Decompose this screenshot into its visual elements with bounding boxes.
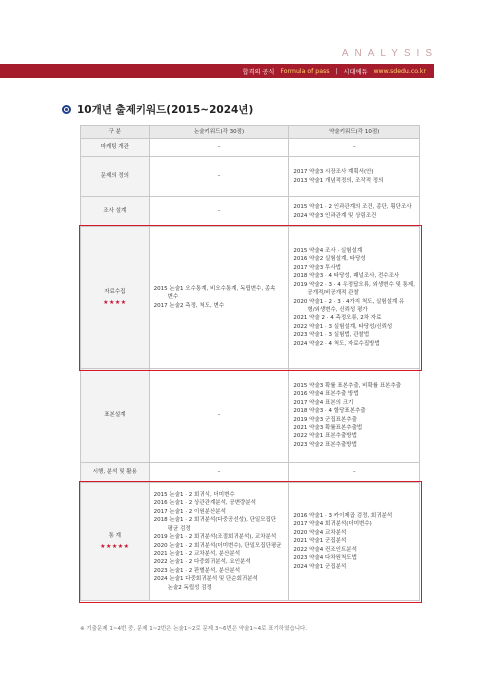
keyword-line: 2018 약술3 · 4 타당성, 패널조사, 전수조사: [293, 273, 400, 280]
empty-dash: –: [352, 469, 356, 476]
essay-keywords-cell: [149, 139, 289, 157]
keyword-line: 2019 약술3 군집표본추출: [293, 416, 357, 423]
essay-keywords-cell: [149, 227, 289, 369]
table-row: [81, 369, 420, 463]
keyword-line: 2024 논술1 다중회귀분석 및 단순회귀분석: [153, 576, 258, 583]
table-row: [81, 197, 420, 227]
category-label: 마케팅 개관: [100, 144, 129, 151]
empty-dash: –: [217, 469, 221, 476]
keyword-line: 2020 약술1 · 2 · 3 · 4가지 척도, 실험설계 유: [293, 298, 405, 305]
tagline-prefix: 합격의 공식: [242, 68, 275, 76]
keyword-line: 2017 약술4 표본의 크기: [293, 399, 354, 406]
category-cell: [81, 139, 150, 157]
table-row: [81, 463, 420, 483]
footnote: ※ 기출문제 1~4번 중, 문제 1~2번은 논술1~2로 문제 3~6번은 약술1~4로 표기하였습니다.: [80, 626, 308, 632]
short-keywords-cell: [289, 483, 420, 601]
keyword-line: 2022 약술1 · 3 실험설계, 타당성/신뢰성: [293, 323, 393, 330]
essay-keywords-cell: [149, 463, 289, 483]
short-keywords-cell: [289, 157, 420, 197]
empty-dash: –: [217, 412, 221, 419]
keyword-line: 2023 약술1 · 3 실험법, 관찰법: [293, 332, 370, 339]
keyword-line: 2023 논술1 · 2 판별분석, 분산분석: [153, 567, 241, 574]
keyword-line: 2022 논술1 · 2 다중회귀분석, 요인분석: [153, 559, 251, 566]
keyword-line: 2013 약술1 개념적정의, 조작적 정의: [293, 177, 384, 184]
keyword-line: 2021 약술1 군집분석: [293, 538, 347, 545]
keyword-line: 2024 약술1 군집분석: [293, 563, 347, 570]
keyword-line: 2019 논술1 · 2 회귀분석(조절회귀분석), 교차분석: [153, 534, 277, 541]
keyword-line: 2019 약술2 · 3 · 4 우정답오류, 외생변수 및 통제,: [293, 281, 415, 288]
keyword-table: [80, 125, 420, 601]
keyword-line: 2017 약술3 시장조사 계획서(안): [293, 169, 374, 176]
keyword-line: 2021 약술 2 · 4 측정오류, 2차 자료: [293, 315, 382, 322]
category-cell: [81, 369, 150, 463]
essay-keywords-cell: [149, 197, 289, 227]
keyword-line: 논술2 독립성 검정: [167, 584, 212, 591]
header-category: 구 분: [81, 126, 150, 139]
publisher-url[interactable]: www.sdedu.co.kr: [373, 67, 426, 75]
keyword-line: 2015 약술1 · 2 인과관계의 조건, 종단, 횡단조사: [293, 204, 412, 211]
header-analysis-word: ANALYSIS: [341, 48, 438, 59]
short-keywords-cell: [289, 463, 420, 483]
keyword-line: 2018 논술1 · 2 회귀분석(다중공선성), 단일모집단: [153, 517, 277, 524]
table-row: [81, 483, 420, 601]
keyword-line: 2016 약술1 · 3 카이제곱 검정, 회귀분석: [293, 513, 393, 520]
essay-keywords-cell: [149, 483, 289, 601]
table-row: [81, 227, 420, 369]
keyword-line: 2015 논술1 오수통계, 비오수통계, 독립변수, 종속: [153, 285, 276, 292]
publisher-prefix: 시대에듀: [343, 68, 368, 76]
header-essay: 논술키워드(각 30점): [149, 126, 289, 139]
keyword-line: 2021 약술3 확률표본추출법: [293, 424, 363, 431]
keyword-line: 2022 약술4 컨조인트분석: [293, 546, 357, 553]
keyword-line: 2017 논술1 · 2 이원분산분석: [153, 508, 226, 515]
category-cell: [81, 463, 150, 483]
keyword-line: 2018 약술3 · 4 할당표본추출: [293, 408, 366, 415]
short-keywords-cell: [289, 139, 420, 157]
keyword-line: 변수: [167, 294, 179, 301]
section-title-text: 10개년 출제키워드(2015~2024년): [77, 104, 254, 116]
header-short: 약술키워드(각 10점): [289, 126, 420, 139]
keyword-line: 2016 약술2 실험설계, 타당성: [293, 256, 366, 263]
keyword-line: 2022 약술1 표본추출방법: [293, 433, 357, 440]
tagline-highlight: Formula of pass: [280, 67, 330, 75]
keyword-line: 2016 논술1 · 2 상관관계분석, 공변량분석: [153, 500, 256, 507]
keyword-line: 2015 약술4 조사 · 실험설계: [293, 248, 363, 255]
table-header-row: [81, 126, 420, 139]
empty-dash: –: [217, 173, 221, 180]
keyword-line: 2017 논술2 측정, 척도, 변수: [153, 302, 225, 309]
keyword-line: 2015 논술1 · 2 회귀식, 더미변수: [153, 492, 235, 499]
header-separator: |: [335, 67, 338, 75]
short-keywords-cell: [289, 197, 420, 227]
category-cell: [81, 483, 150, 601]
category-label: 자료수집: [104, 289, 126, 296]
keyword-line: 2024 약술2 · 4 척도, 자료수집방법: [293, 340, 380, 347]
section-title: [62, 102, 253, 117]
short-keywords-cell: [289, 369, 420, 463]
importance-stars: ★★★★★: [100, 542, 130, 550]
empty-dash: –: [352, 144, 356, 151]
keyword-line: 2020 약술4 교차분석: [293, 529, 347, 536]
category-label: 표본설계: [104, 412, 126, 419]
keyword-line: 2021 논술1 · 2 교차분석, 분산분석: [153, 550, 241, 557]
keyword-line: 2023 약술4 다차원척도법: [293, 555, 357, 562]
empty-dash: –: [217, 144, 221, 151]
circle-bullet-icon: [62, 105, 71, 114]
keyword-line: 2015 약술3 확률 표본추출, 비확률 표본추출: [293, 382, 402, 389]
category-cell: [81, 197, 150, 227]
category-label: 시행, 분석 및 활용: [92, 469, 137, 476]
keyword-line: 2017 약술4 회귀분석(더미변수): [293, 521, 372, 528]
importance-stars: ★★★★: [103, 298, 127, 306]
category-label: 문제의 정의: [100, 173, 129, 180]
category-label: 통 계: [108, 533, 121, 540]
category-cell: [81, 157, 150, 197]
category-cell: [81, 227, 150, 369]
keyword-line: 평균 검정: [167, 525, 191, 532]
keyword-line: 형/외생변수, 신뢰성 평가: [307, 306, 368, 313]
keyword-line: 2016 약술4 표본추출 방법: [293, 391, 359, 398]
category-label: 조사 설계: [103, 208, 127, 215]
keyword-line: 2023 약술2 표본추출방법: [293, 441, 357, 448]
essay-keywords-cell: [149, 369, 289, 463]
table-row: [81, 157, 420, 197]
empty-dash: –: [217, 208, 221, 215]
header-bar: [0, 64, 434, 78]
essay-keywords-cell: [149, 157, 289, 197]
keyword-line: 2020 논술1 · 2 회귀분석(더미변수), 단일모집단평균: [153, 542, 282, 549]
table-row: [81, 139, 420, 157]
keyword-line: 2024 약술3 인과관계 및 상림조건: [293, 212, 377, 219]
keyword-line: 2017 약술3 투사법: [293, 264, 341, 271]
keyword-line: 공개적/비공개적 관찰: [307, 290, 359, 297]
short-keywords-cell: [289, 227, 420, 369]
